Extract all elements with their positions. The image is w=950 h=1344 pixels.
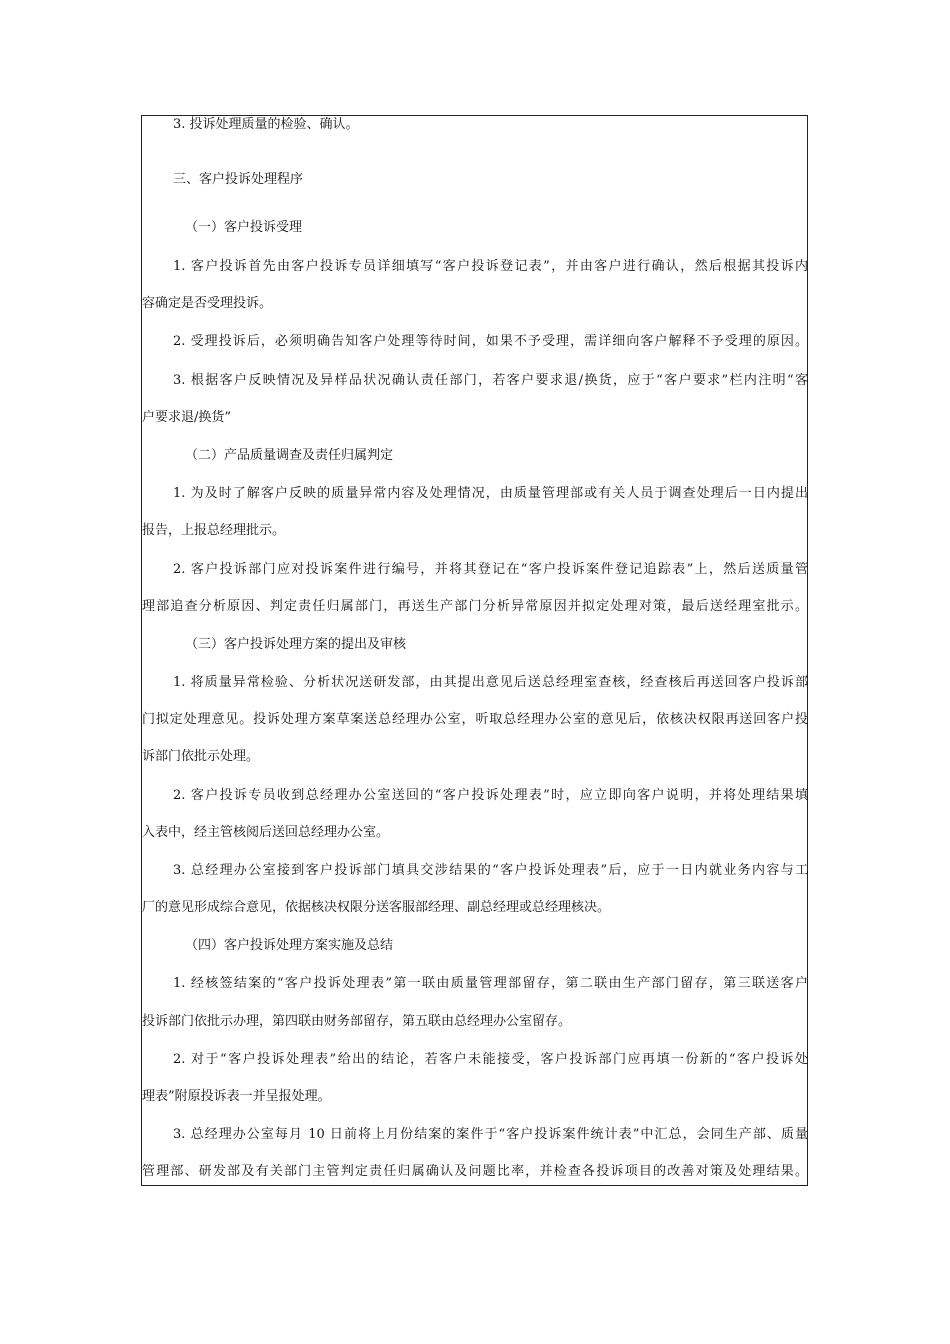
- text-line: 容确定是否受理投诉。: [142, 296, 273, 311]
- text-line: 3. 投诉处理质量的检验、确认。: [173, 117, 359, 132]
- section-heading: 三、客户投诉处理程序: [173, 172, 304, 187]
- subsection-heading: （三）客户投诉处理方案的提出及审核: [185, 637, 407, 652]
- text-line: 3. 根据客户反映情况及异样品状况确认责任部门，若客户要求退/换货，应于“客户要求”栏内注明“客: [173, 373, 808, 388]
- text-line: 1. 将质量异常检验、分析状况送研发部，由其提出意见后送总经理室查核，经查核后再送回客户投诉部: [173, 675, 808, 690]
- text-line: 投诉部门依批示办理，第四联由财务部留存，第五联由总经理办公室留存。: [142, 1014, 572, 1029]
- text-line: 1. 经核签结案的“客户投诉处理表”第一联由质量管理部留存，第二联由生产部门留存，第三联送客户: [173, 976, 808, 991]
- subsection-heading: （二）产品质量调查及责任归属判定: [185, 448, 394, 463]
- text-line: 厂的意见形成综合意见，依据核决权限分送客服部经理、副总经理或总经理核决。: [142, 900, 611, 915]
- text-line: 户要求退/换货”: [142, 410, 232, 425]
- text-line: 2. 客户投诉部门应对投诉案件进行编号，并将其登记在“客户投诉案件登记追踪表”上，然后送质量管: [173, 562, 808, 577]
- text-line: 1. 客户投诉首先由客户投诉专员详细填写“客户投诉登记表”，并由客户进行确认，然后根据其投诉内: [173, 259, 808, 274]
- text-line: 2. 受理投诉后，必须明确告知客户处理等待时间，如果不予受理，需详细向客户解释不予受理的原因。: [173, 334, 808, 349]
- text-line: 报告，上报总经理批示。: [142, 523, 286, 538]
- text-line: 理表”附原投诉表一并呈报处理。: [142, 1089, 331, 1104]
- text-line: 2. 客户投诉专员收到总经理办公室送回的“客户投诉处理表”时，应立即向客户说明，并将处理结果填: [173, 788, 808, 803]
- text-line: 理部追查分析原因、判定责任归属部门，再送生产部门分析异常原因并拟定处理对策，最后送经理室批示。: [142, 599, 808, 614]
- subsection-heading: （四）客户投诉处理方案实施及总结: [185, 938, 394, 953]
- subsection-heading: （一）客户投诉受理: [185, 220, 303, 235]
- text-line: 2. 对于“客户投诉处理表”给出的结论，若客户未能接受，客户投诉部门应再填一份新的“客户投诉处: [173, 1052, 808, 1067]
- text-line: 门拟定处理意见。投诉处理方案草案送总经理办公室，听取总经理办公室的意见后，依核决权限再送回客户投: [142, 712, 808, 727]
- text-line: 管理部、研发部及有关部门主管判定责任归属确认及问题比率，并检查各投诉项目的改善对策及处理结果。: [142, 1164, 808, 1179]
- text-line: 入表中，经主管核阅后送回总经理办公室。: [142, 825, 390, 840]
- text-line: 1. 为及时了解客户反映的质量异常内容及处理情况，由质量管理部或有关人员于调查处理后一日内提出: [173, 486, 808, 501]
- text-line: 3. 总经理办公室每月 10 日前将上月份结案的案件于“客户投诉案件统计表”中汇总，会同生产部、质量: [173, 1127, 808, 1142]
- text-line: 3. 总经理办公室接到客户投诉部门填具交涉结果的“客户投诉处理表”后，应于一日内就业务内容与工: [173, 863, 808, 878]
- text-line: 诉部门依批示处理。: [142, 749, 260, 764]
